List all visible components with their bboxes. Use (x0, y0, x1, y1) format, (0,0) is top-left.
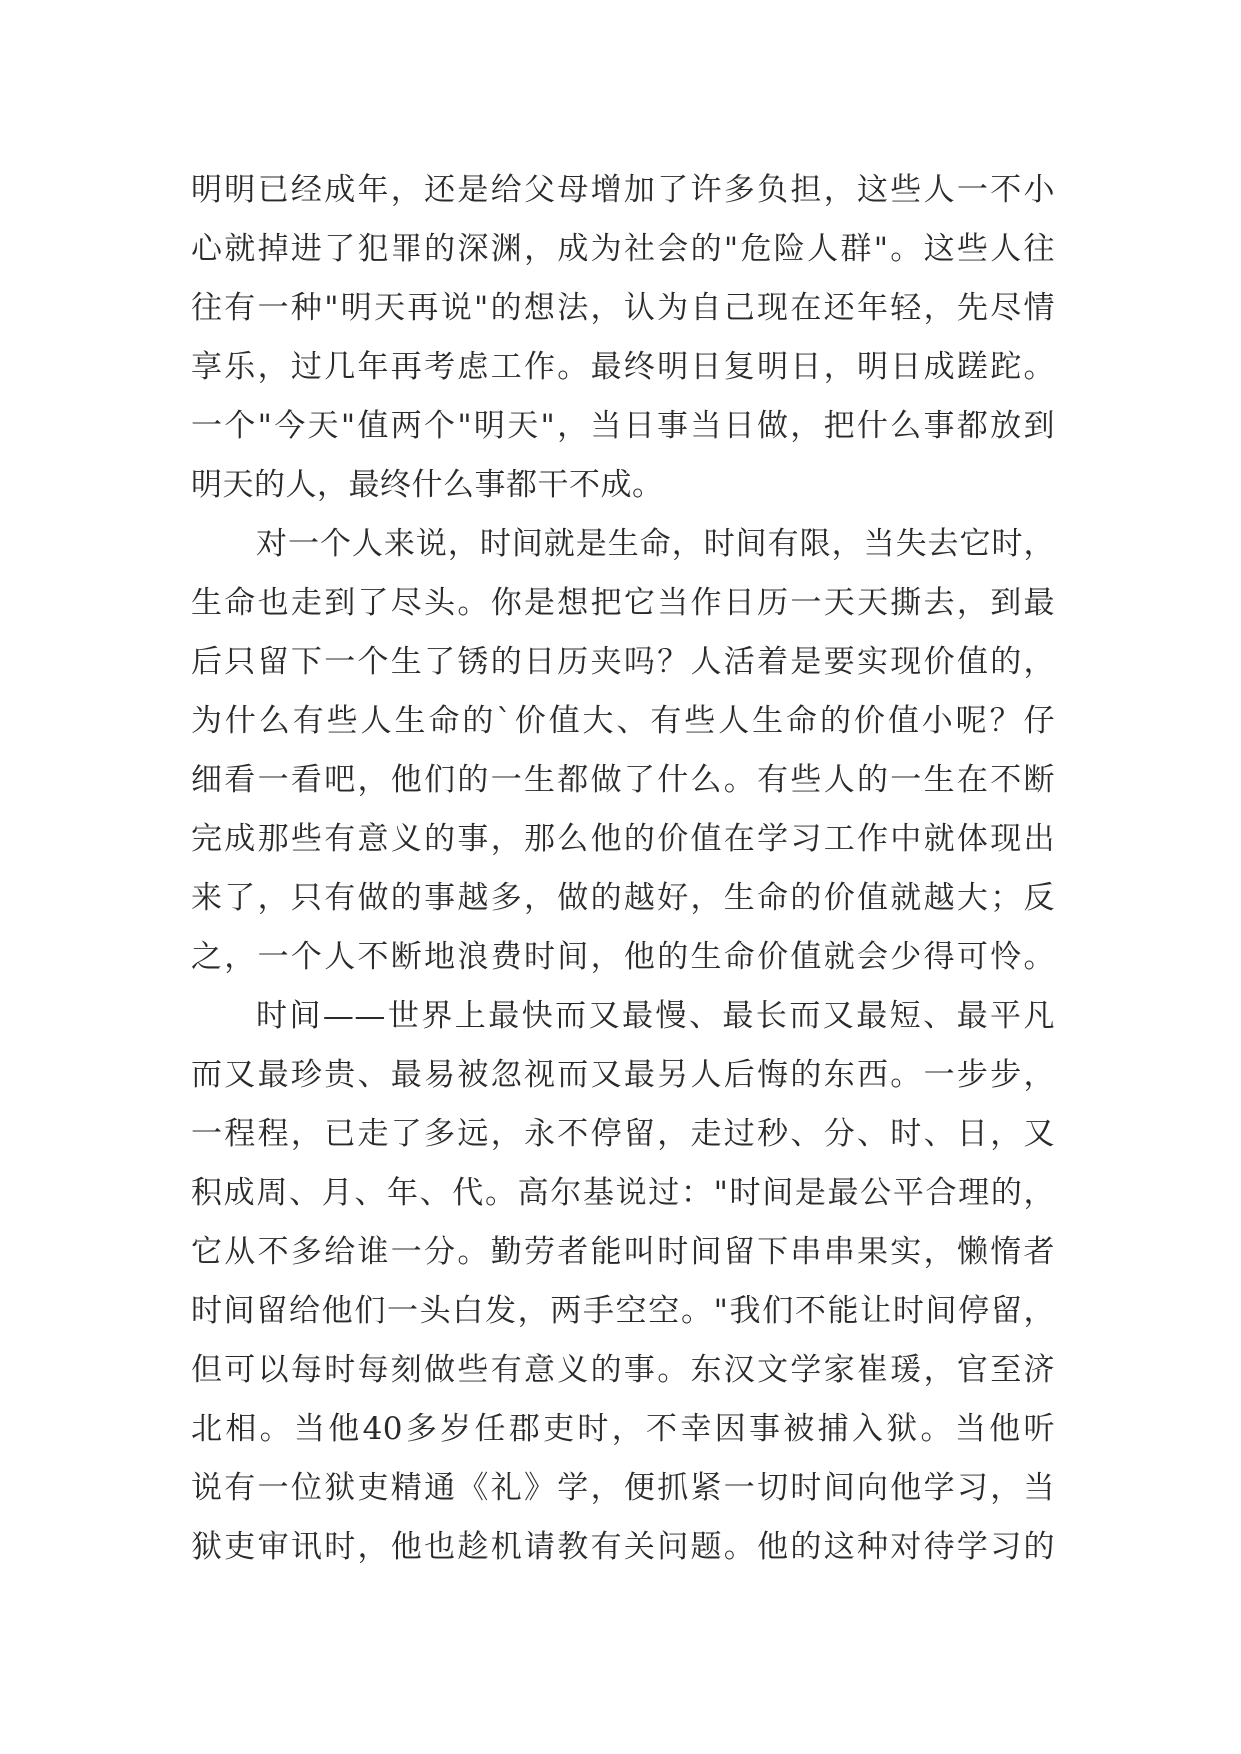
paragraph-first-line: 对一个人来说，时间就是生命，时间有限，当失去它时， (256, 526, 1055, 562)
body-text (191, 161, 1055, 1577)
text-line: 积成周、月、年、代。高尔基说过："时间是最公平合理的， (191, 1175, 1055, 1211)
text-line: 后只留下一个生了锈的日历夹吗？人活着是要实现价值的， (191, 644, 1055, 680)
text-line: 时间留给他们一头白发，两手空空。"我们不能让时间停留， (191, 1293, 1055, 1329)
text-line: 来了，只有做的事越多，做的越好，生命的价值就越大；反 (191, 880, 1055, 916)
text-line: 享乐，过几年再考虑工作。最终明日复明日，明日成蹉跎。 (191, 349, 1055, 385)
text-line: 说有一位狱吏精通《礼》学，便抓紧一切时间向他学习，当 (191, 1470, 1055, 1506)
text-line: 一个"今天"值两个"明天"，当日事当日做，把什么事都放到 (191, 408, 1055, 444)
text-line: 明明已经成年，还是给父母增加了许多负担，这些人一不小 (191, 172, 1055, 208)
text-line: 往有一种"明天再说"的想法，认为自己现在还年轻，先尽情 (191, 290, 1055, 326)
text-line: 北相。当他40多岁任郡吏时，不幸因事被捕入狱。当他听 (191, 1411, 1055, 1447)
text-line: 完成那些有意义的事，那么他的价值在学习工作中就体现出 (191, 821, 1055, 857)
text-line: 为什么有些人生命的`价值大、有些人生命的价值小呢？仔 (191, 703, 1055, 739)
text-line: 之，一个人不断地浪费时间，他的生命价值就会少得可怜。 (191, 939, 1055, 975)
text-line: 而又最珍贵、最易被忽视而又最另人后悔的东西。一步步， (191, 1057, 1055, 1093)
paragraph-first-line: 时间——世界上最快而又最慢、最长而又最短、最平凡 (256, 998, 1055, 1034)
text-line: 它从不多给谁一分。勤劳者能叫时间留下串串果实，懒惰者 (191, 1234, 1055, 1270)
text-line: 一程程，已走了多远，永不停留，走过秒、分、时、日，又 (191, 1116, 1055, 1152)
text-line: 生命也走到了尽头。你是想把它当作日历一天天撕去，到最 (191, 585, 1055, 621)
text-line: 细看一看吧，他们的一生都做了什么。有些人的一生在不断 (191, 762, 1055, 798)
text-line: 狱吏审讯时，他也趁机请教有关问题。他的这种对待学习的 (191, 1529, 1055, 1565)
text-line: 但可以每时每刻做些有意义的事。东汉文学家崔瑗，官至济 (191, 1352, 1055, 1388)
text-line: 心就掉进了犯罪的深渊，成为社会的"危险人群"。这些人往 (191, 231, 1055, 267)
text-line: 明天的人，最终什么事都干不成。 (191, 467, 664, 503)
